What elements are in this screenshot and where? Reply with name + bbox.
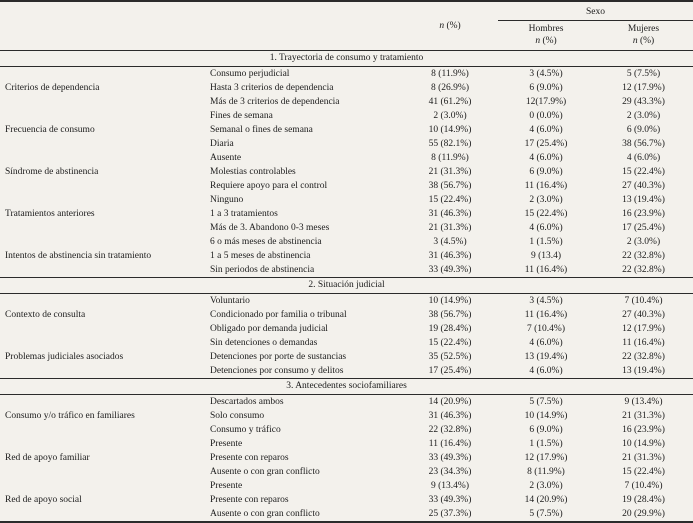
mujeres-n-pct-header <box>594 35 693 51</box>
category-cell: Detenciones por porte de sustancias <box>210 352 347 362</box>
total-cell: 31 (46.3%) <box>428 209 472 219</box>
category-cell: Presente <box>210 481 243 491</box>
group-label-cell: Síndrome de abstinencia <box>5 167 99 177</box>
category-cell: Ausente o con gran conflicto <box>210 467 320 477</box>
total-cell: 8 (26.9%) <box>431 83 469 93</box>
section-title: 3. Antecedentes sociofamiliares <box>0 379 693 395</box>
group-label-cell <box>0 179 210 193</box>
category-cell: Sin periodos de abstinencia <box>210 265 315 275</box>
table-row <box>0 193 693 207</box>
n-symbol: n <box>535 36 541 46</box>
pct-symbol: (%) <box>639 36 655 46</box>
category-cell: Sin detenciones o demandas <box>210 338 318 348</box>
total-cell: 23 (34.3%) <box>428 467 472 477</box>
mujeres-cell: 20 (29.9%) <box>622 509 665 519</box>
total-cell: 9 (13.4%) <box>431 481 469 491</box>
table-row <box>0 294 693 309</box>
total-cell: 33 (49.3%) <box>428 495 472 505</box>
hombres-cell: 7 (10.4%) <box>527 324 565 334</box>
total-cell: 31 (46.3%) <box>428 411 472 421</box>
mujeres-cell: 38 (56.7%) <box>622 139 665 149</box>
category-cell: Hasta 3 criterios de dependencia <box>210 83 334 93</box>
hombres-cell: 12(17.9%) <box>525 97 567 107</box>
group-label-cell: Red de apoyo familiar <box>5 453 90 463</box>
section-title-row <box>0 51 693 67</box>
table-row <box>0 221 693 235</box>
total-cell: 21 (31.3%) <box>428 167 472 177</box>
sexo-column-group-header: Sexo <box>498 1 693 21</box>
total-cell: 31 (46.3%) <box>428 251 472 261</box>
hombres-cell: 6 (9.0%) <box>529 425 563 435</box>
hombres-cell: 14 (20.9%) <box>524 495 568 505</box>
group-label-cell <box>0 395 210 410</box>
category-cell: 1 a 3 tratamientos <box>210 209 278 219</box>
table-row <box>0 179 693 193</box>
category-cell: Voluntario <box>210 296 250 306</box>
mujeres-cell: 9 (13.4%) <box>624 397 663 407</box>
table-row <box>0 137 693 151</box>
total-cell: 15 (22.4%) <box>428 338 472 348</box>
total-cell: 8 (11.9%) <box>431 69 469 79</box>
mujeres-cell: 10 (14.9%) <box>622 439 665 449</box>
category-cell: Detenciones por consumo y delitos <box>210 366 344 376</box>
group-label-cell <box>0 322 210 336</box>
group-label-cell <box>0 263 210 278</box>
hombres-cell: 4 (6.0%) <box>529 338 563 348</box>
category-cell: Requiere apoyo para el control <box>210 181 328 191</box>
table-row <box>0 437 693 451</box>
total-cell: 25 (37.3%) <box>428 509 472 519</box>
category-cell: 1 a 5 meses de abstinencia <box>210 251 311 261</box>
total-cell: 17 (25.4%) <box>428 366 472 376</box>
table-row <box>0 465 693 479</box>
mujeres-cell: 11 (16.4%) <box>622 338 665 348</box>
table-row <box>0 235 693 249</box>
table-row <box>0 109 693 123</box>
total-cell: 55 (82.1%) <box>428 139 472 149</box>
mujeres-cell: 6 (9.0%) <box>626 125 661 135</box>
group-label-cell <box>0 364 210 379</box>
group-label-cell <box>0 193 210 207</box>
mujeres-cell: 2 (3.0%) <box>626 237 661 247</box>
group-label-cell <box>0 221 210 235</box>
pct-symbol: (%) <box>446 21 461 31</box>
mujeres-cell: 7 (10.4%) <box>624 296 663 306</box>
header-row-sexo <box>0 1 693 21</box>
category-cell: Semanal o fines de semana <box>210 125 313 135</box>
n-symbol: n <box>632 36 638 46</box>
mujeres-cell: 22 (32.8%) <box>622 251 665 261</box>
category-cell: 6 o más meses de abstinencia <box>210 237 322 247</box>
empty-header-cell <box>0 1 210 51</box>
section-title: 1. Trayectoria de consumo y tratamiento <box>0 51 693 67</box>
table-row <box>0 67 693 82</box>
category-cell: Solo consumo <box>210 411 265 421</box>
hombres-cell: 11 (16.4%) <box>524 265 568 275</box>
table-row <box>0 308 693 322</box>
total-cell: 41 (61.2%) <box>428 97 472 107</box>
table-row <box>0 350 693 364</box>
table-row <box>0 151 693 165</box>
total-cell: 38 (56.7%) <box>428 310 472 320</box>
hombres-cell: 9 (13.4) <box>530 251 562 261</box>
category-cell: Molestias controlables <box>210 167 296 177</box>
total-cell: 21 (31.3%) <box>428 223 472 233</box>
table-row <box>0 423 693 437</box>
group-label-cell: Criterios de dependencia <box>5 83 100 93</box>
mujeres-cell: 29 (43.3%) <box>622 97 665 107</box>
group-label-cell <box>0 479 210 493</box>
group-label-cell: Red de apoyo social <box>5 495 82 505</box>
mujeres-cell: 7 (10.4%) <box>624 481 663 491</box>
hombres-column-header: Hombres <box>528 24 564 34</box>
total-cell: 11 (16.4%) <box>428 439 472 449</box>
group-label-cell <box>0 423 210 437</box>
hombres-cell: 15 (22.4%) <box>524 209 568 219</box>
table-row <box>0 395 693 410</box>
mujeres-cell: 12 (17.9%) <box>622 324 665 334</box>
group-label-cell <box>0 465 210 479</box>
hombres-cell: 11 (16.4%) <box>524 310 568 320</box>
total-cell: 33 (49.3%) <box>428 265 472 275</box>
group-label-cell <box>0 235 210 249</box>
mujeres-cell: 16 (23.9%) <box>622 425 665 435</box>
group-label-cell <box>0 95 210 109</box>
table-row <box>0 95 693 109</box>
hombres-cell: 2 (3.0%) <box>529 481 563 491</box>
table-row <box>0 81 693 95</box>
mujeres-cell: 13 (19.4%) <box>622 366 665 376</box>
category-cell: Ausente o con gran conflicto <box>210 509 320 519</box>
group-label-cell: Tratamientos anteriores <box>5 209 95 219</box>
category-cell: Más de 3 criterios de dependencia <box>210 97 340 107</box>
group-label-cell <box>0 437 210 451</box>
category-cell: Ninguno <box>210 195 244 205</box>
total-column-header <box>402 1 498 51</box>
hombres-cell: 12 (17.9%) <box>524 453 568 463</box>
group-label-cell: Contexto de consulta <box>5 310 86 320</box>
table-row <box>0 207 693 221</box>
total-cell: 19 (28.4%) <box>428 324 472 334</box>
hombres-cell: 1 (1.5%) <box>529 237 563 247</box>
group-label-cell <box>0 109 210 123</box>
section-title-row <box>0 379 693 395</box>
hombres-n-pct-header <box>498 35 594 51</box>
total-cell: 3 (4.5%) <box>433 237 467 247</box>
group-label-cell <box>0 137 210 151</box>
mujeres-cell: 17 (25.4%) <box>622 223 665 233</box>
total-cell: 14 (20.9%) <box>428 397 472 407</box>
hombres-cell: 13 (19.4%) <box>524 352 568 362</box>
table-row <box>0 364 693 379</box>
mujeres-cell: 21 (31.3%) <box>622 411 665 421</box>
hombres-cell: 10 (14.9%) <box>524 411 568 421</box>
group-label-cell: Consumo y/o tráfico en familiares <box>5 411 135 421</box>
group-label-cell <box>0 151 210 165</box>
table-row <box>0 507 693 522</box>
mujeres-cell: 5 (7.5%) <box>626 69 661 79</box>
mujeres-cell: 22 (32.8%) <box>622 352 665 362</box>
total-cell: 22 (32.8%) <box>428 425 472 435</box>
hombres-cell: 17 (25.4%) <box>524 139 568 149</box>
group-label-cell <box>0 67 210 82</box>
hombres-cell: 3 (4.5%) <box>529 296 563 306</box>
empty-header-cell <box>210 1 402 51</box>
group-label-cell: Problemas judiciales asociados <box>5 352 124 362</box>
table-row <box>0 336 693 350</box>
table-row <box>0 493 693 507</box>
mujeres-cell: 2 (3.0%) <box>626 111 661 121</box>
group-label-cell <box>0 294 210 309</box>
mujeres-cell: 22 (32.8%) <box>622 265 665 275</box>
mujeres-cell: 13 (19.4%) <box>622 195 665 205</box>
mujeres-cell: 21 (31.3%) <box>622 453 665 463</box>
group-label-cell <box>0 336 210 350</box>
category-cell: Ausente <box>210 153 242 163</box>
table-row <box>0 451 693 465</box>
hombres-cell: 6 (9.0%) <box>529 83 563 93</box>
group-label-cell: Frecuencia de consumo <box>5 125 95 135</box>
hombres-cell: 2 (3.0%) <box>529 195 563 205</box>
table-row <box>0 263 693 278</box>
hombres-cell: 8 (11.9%) <box>527 467 565 477</box>
total-cell: 33 (49.3%) <box>428 453 472 463</box>
hombres-cell: 4 (6.0%) <box>529 366 563 376</box>
category-cell: Presente con reparos <box>210 495 289 505</box>
hombres-cell: 1 (1.5%) <box>529 439 563 449</box>
table-row <box>0 322 693 336</box>
total-cell: 2 (3.0%) <box>433 111 467 121</box>
category-cell: Presente con reparos <box>210 453 289 463</box>
section-title: 2. Situación judicial <box>0 278 693 294</box>
pct-symbol: (%) <box>542 36 557 46</box>
category-cell: Descartados ambos <box>210 397 284 407</box>
mujeres-cell: 4 (6.0%) <box>626 153 661 163</box>
category-cell: Consumo y tráfico <box>210 425 281 435</box>
table-row <box>0 123 693 137</box>
mujeres-cell: 16 (23.9%) <box>622 209 665 219</box>
mujeres-cell: 27 (40.3%) <box>622 181 665 191</box>
group-label-cell: Intentos de abstinencia sin tratamiento <box>5 251 152 261</box>
category-cell: Diaria <box>210 139 234 149</box>
hombres-cell: 11 (16.4%) <box>524 181 568 191</box>
mujeres-cell: 12 (17.9%) <box>622 83 665 93</box>
hombres-cell: 5 (7.5%) <box>529 397 563 407</box>
table-row <box>0 479 693 493</box>
category-cell: Consumo perjudicial <box>210 69 290 79</box>
table-row <box>0 165 693 179</box>
mujeres-cell: 15 (22.4%) <box>622 167 665 177</box>
category-cell: Más de 3. Abandono 0-3 meses <box>210 223 330 233</box>
total-cell: 10 (14.9%) <box>428 296 472 306</box>
mujeres-column-header: Mujeres <box>627 24 660 34</box>
group-label-cell <box>0 507 210 522</box>
hombres-cell: 6 (9.0%) <box>529 167 563 177</box>
hombres-cell: 4 (6.0%) <box>529 125 563 135</box>
mujeres-cell: 19 (28.4%) <box>622 495 665 505</box>
total-cell: 8 (11.9%) <box>431 153 469 163</box>
table-row <box>0 249 693 263</box>
category-cell: Condicionado por familia o tribunal <box>210 310 347 320</box>
table-row <box>0 409 693 423</box>
hombres-cell: 3 (4.5%) <box>529 69 563 79</box>
category-cell: Presente <box>210 439 243 449</box>
mujeres-cell: 27 (40.3%) <box>622 310 665 320</box>
n-symbol: n <box>439 21 445 31</box>
hombres-cell: 4 (6.0%) <box>529 153 563 163</box>
total-cell: 35 (52.5%) <box>428 352 472 362</box>
section-title-row <box>0 278 693 294</box>
table-header <box>0 1 693 51</box>
total-cell: 10 (14.9%) <box>428 125 472 135</box>
total-cell: 38 (56.7%) <box>428 181 472 191</box>
total-cell: 15 (22.4%) <box>428 195 472 205</box>
hombres-cell: 0 (0.0%) <box>529 111 563 121</box>
hombres-cell: 4 (6.0%) <box>529 223 563 233</box>
mujeres-cell: 15 (22.4%) <box>622 467 665 477</box>
hombres-cell: 5 (7.5%) <box>529 509 563 519</box>
table-body <box>0 51 693 523</box>
category-cell: Obligado por demanda judicial <box>210 324 328 334</box>
category-cell: Fines de semana <box>210 111 273 121</box>
